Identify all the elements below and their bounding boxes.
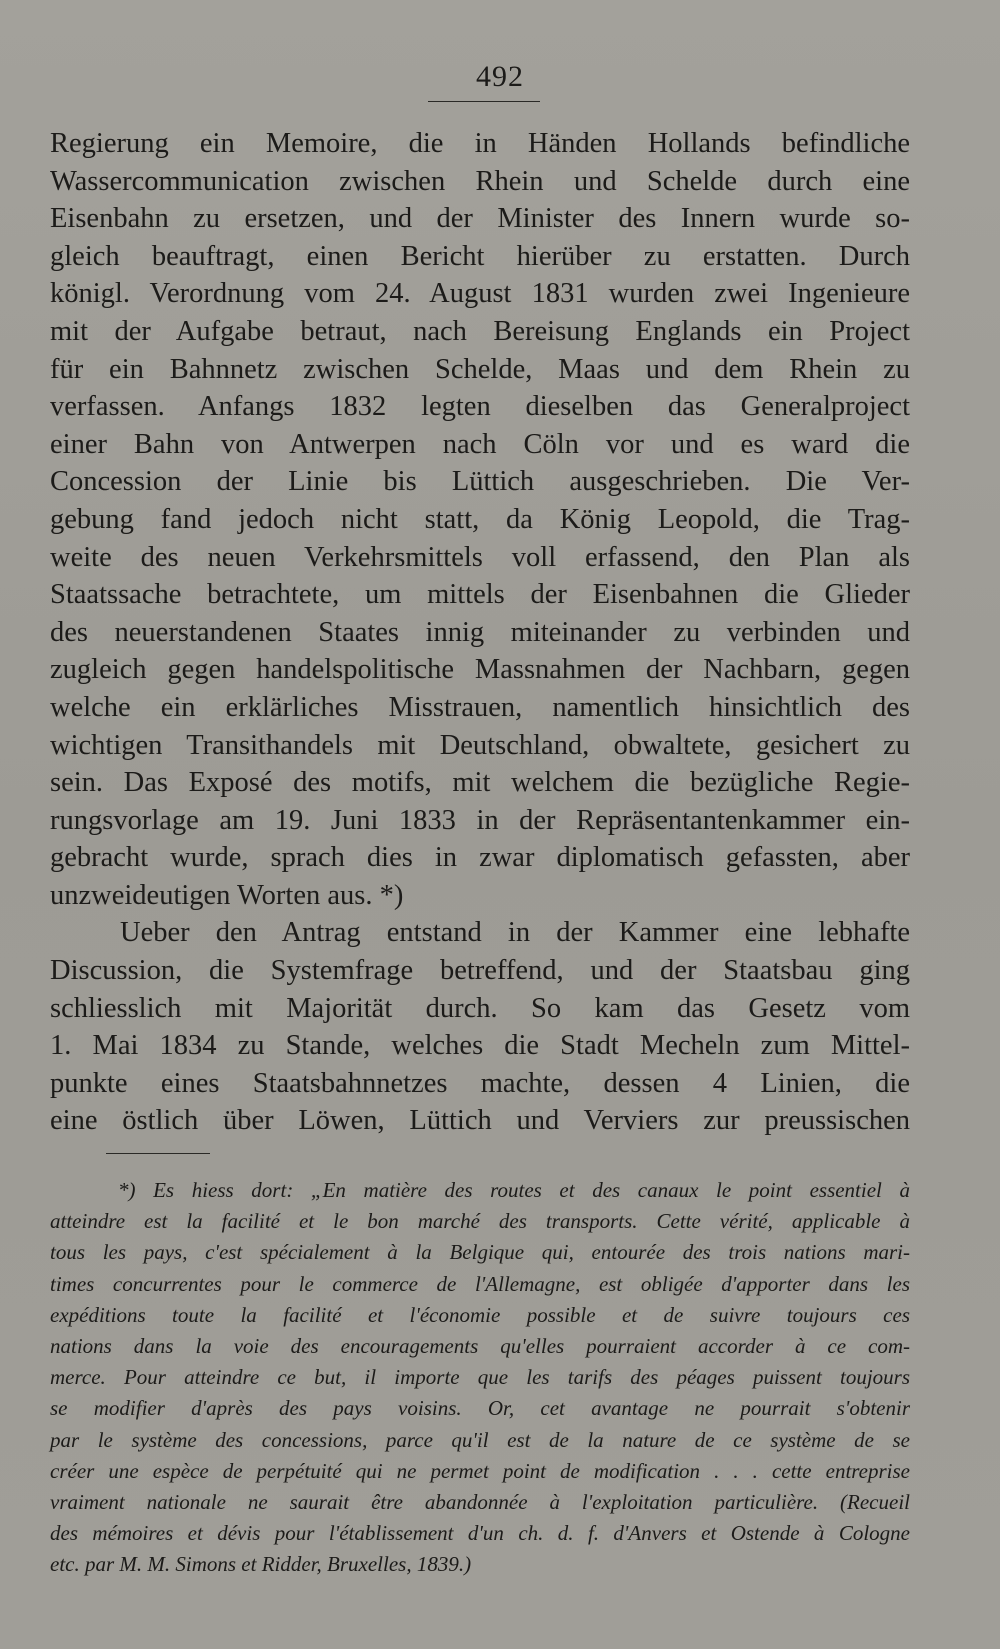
footnote-line: merce. Pour atteindre ce but, il importe que les tarifs des péages puissent toujours [50, 1365, 910, 1390]
text-line: Wassercommunication zwischen Rhein und Schelde durch eine [50, 165, 910, 197]
text-line: unzweideutigen Worten aus. *) [50, 879, 404, 911]
header-rule [428, 101, 540, 102]
text-line: gebung fand jedoch nicht statt, da König Leopold, die Trag- [50, 503, 910, 535]
footnote [50, 1175, 910, 1580]
text-line: für ein Bahnnetz zwischen Schelde, Maas und dem Rhein zu [50, 353, 910, 385]
footnote-line: *) Es hiess dort: „En matière des routes et des canaux le point essentiel à [118, 1178, 910, 1202]
footnote-line: vraiment nationale ne saurait être abandonnée à l'exploitation particulière. (Recueil [50, 1489, 910, 1514]
footnote-line: tous les pays, c'est spécialement à la Belgique qui, entourée des trois nations mari- [50, 1240, 910, 1265]
text-line: 1. Mai 1834 zu Stande, welches die Stadt Mecheln zum Mittel- [50, 1030, 910, 1062]
text-line: wichtigen Transithandels mit Deutschland, obwaltete, gesichert zu [50, 729, 910, 761]
footnote-rule [106, 1153, 210, 1154]
text-line: verfassen. Anfangs 1832 legten dieselben das Generalproject [50, 391, 910, 423]
paragraph-2 [50, 914, 910, 1140]
text-line: Regierung ein Memoire, die in Händen Hollands befindliche [50, 128, 910, 159]
footnote-line: créer une espèce de perpétuité qui ne permet point de modification . . . cette entreprise [50, 1458, 910, 1483]
footnote-line: etc. par M. M. Simons et Ridder, Bruxelles, 1839.) [50, 1552, 472, 1577]
footnote-line: expéditions toute la facilité et l'économie possible et de suivre toujours ces [50, 1302, 910, 1327]
text-line: eine östlich über Löwen, Lüttich und Verviers zur preussischen [50, 1105, 910, 1137]
text-line: Discussion, die Systemfrage betreffend, und der Staatsbau ging [50, 955, 910, 987]
footnote-line: atteindre est la facilité et le bon marché des transports. Cette vérité, applicable à [50, 1209, 910, 1234]
text-line: königl. Verordnung vom 24. August 1831 wurden zwei Ingenieure [50, 278, 910, 310]
text-line: weite des neuen Verkehrsmittels voll erfassend, den Plan als [50, 541, 910, 573]
text-line: sein. Das Exposé des motifs, mit welchem die bezügliche Regie- [50, 767, 910, 799]
text-line: des neuerstandenen Staates innig miteinander zu verbinden und [50, 616, 910, 648]
paragraph-1 [50, 125, 910, 914]
main-text [50, 125, 910, 1140]
text-line: rungsvorlage am 19. Juni 1833 in der Repräsentantenkammer ein- [50, 804, 910, 836]
text-line: gleich beauftragt, einen Bericht hierüber zu erstatten. Durch [50, 240, 910, 272]
text-line: schliesslich mit Majorität durch. So kam das Gesetz vom [50, 992, 910, 1024]
footnote-line: se modifier d'après des pays voisins. Or, cet avantage ne pourrait s'obtenir [50, 1396, 910, 1421]
text-line: Concession der Linie bis Lüttich ausgeschrieben. Die Ver- [50, 466, 910, 498]
footnote-line: nations dans la voie des encouragements qu'elles pourraient accorder à ce com- [50, 1333, 910, 1358]
text-line: Ueber den Antrag entstand in der Kammer eine lebhafte [120, 917, 910, 949]
text-line: mit der Aufgabe betraut, nach Bereisung Englands ein Project [50, 315, 910, 347]
text-line: Eisenbahn zu ersetzen, und der Minister des Innern wurde so- [50, 203, 910, 235]
text-line: gebracht wurde, sprach dies in zwar diplomatisch gefassten, aber [50, 842, 910, 874]
footnote-line: times concurrentes pour le commerce de l'Allemagne, est obligée d'apporter dans les [50, 1271, 910, 1296]
text-line: zugleich gegen handelspolitische Massnahmen der Nachbarn, gegen [50, 654, 910, 686]
text-line: punkte eines Staatsbahnnetzes machte, dessen 4 Linien, die [50, 1067, 910, 1099]
text-line: welche ein erklärliches Misstrauen, namentlich hinsichtlich des [50, 691, 910, 723]
text-line: einer Bahn von Antwerpen nach Cöln vor und es ward die [50, 428, 910, 460]
text-line: Staatssache betrachtete, um mittels der Eisenbahnen die Glieder [50, 579, 910, 611]
page-number: 492 [476, 60, 524, 93]
footnote-line: par le système des concessions, parce qu'il est de la nature de ce système de se [50, 1427, 910, 1452]
footnote-line: des mémoires et dévis pour l'établissement d'un ch. d. f. d'Anvers et Ostende à Cologne [50, 1521, 910, 1546]
